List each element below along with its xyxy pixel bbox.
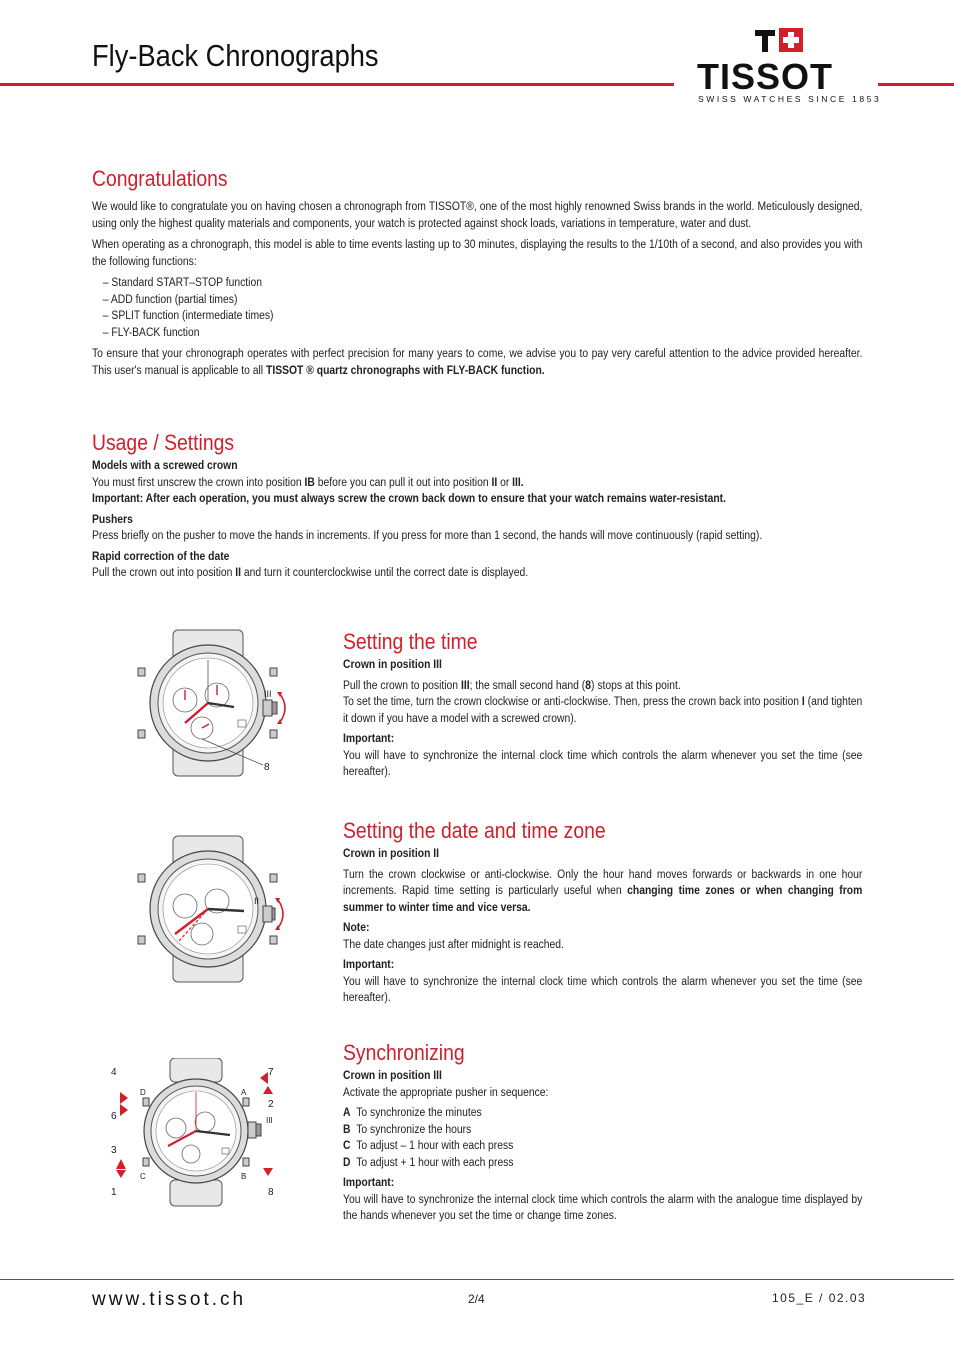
figure-label-8: 8 [268,1187,274,1198]
figure-label-position: III [264,689,272,699]
list-item: – FLY-BACK function [102,326,200,339]
arrow-2-icon [263,1086,273,1094]
list-item: B To synchronize the hours [343,1123,472,1136]
setting-time-text-2: To set the time, turn the crown clockwise or anti-clockwise. Then, press the crown back into position I (and tighten it down if you have a model with a screwed crown). [343,696,863,725]
figure-label-1: 1 [111,1187,117,1198]
header-rule [0,83,674,86]
figure-label-6: 6 [111,1111,117,1122]
arrow-4-icon [120,1092,128,1104]
figure-label-8: 8 [264,762,270,773]
subheading-rapid-date: Rapid correction of the date [92,550,230,563]
figure-label-4: 4 [111,1067,117,1078]
list-item: – SPLIT function (intermediate times) [102,310,274,322]
congratulations-heading: Congratulations [92,166,228,191]
figure-label-2: 2 [268,1099,274,1110]
synchronizing-body [343,1068,920,1225]
important-label: Important: [343,959,395,971]
pushers-text: Press briefly on the pusher to move the hands in increments. If you press for more than 1 second, the hands will move continuously (rapid setting). [92,530,763,542]
subheading-screwed-crown: Models with a screwed crown [92,460,238,472]
logo-tagline: SWISS WATCHES SINCE 1853 [698,94,882,104]
paragraph-text: To ensure that your chronograph operates with perfect precision for many years to come, we advise you to pay very careful attention to the advice provided hereafter. This user's manual is applicable to all [92,348,863,377]
list-item: – ADD function (partial times) [102,293,238,306]
setting-time-heading: Setting the time [343,629,478,654]
setting-time-body [343,657,920,781]
header-rule-right [878,83,954,86]
functions-list [103,275,863,341]
document-title: Fly-Back Chronographs [92,38,379,73]
pusher-label-d: D [140,1088,146,1097]
pusher-label-a: A [241,1088,247,1097]
sync-pusher-list [343,1105,862,1171]
figure-label-7: 7 [268,1067,274,1078]
list-item: C To adjust – 1 hour with each press [343,1140,514,1152]
rapid-date-text: Pull the crown out into position II and turn it counterclockwise until the correct date is displayed. [92,567,529,579]
document-reference: 105_E / 02.03 [772,1291,867,1305]
pusher-label-c: C [140,1172,146,1181]
setting-date-body [343,846,920,1007]
setting-time-important-text: You will have to synchronize the internal clock time which controls the alarm whenever you set the time (see hereafter). [343,749,863,778]
synchronizing-heading: Synchronizing [343,1040,465,1065]
subheading-crown-II: Crown in position II [343,848,440,860]
figure-label-3: 3 [111,1145,117,1156]
sync-intro-text: Activate the appropriate pusher in sequence: [343,1086,549,1099]
figure-label-position: II [254,896,260,906]
screwed-crown-text: You must first unscrew the crown into position IB before you can pull it out into position II or III. [92,476,524,489]
congratulations-paragraph-2: When operating as a chronograph, this model is able to time events lasting up to 30 minutes, displaying the results to the 1/10th of a second, and also provides you with the following functions: [92,239,863,268]
watch-illustration-time [130,628,295,778]
important-label: Important: [343,733,395,745]
setting-date-text-1: Turn the crown clockwise or anti-clockwise. Only the hour hand moves forwards or backwards in one hour increments. Rapid time setting is particularly useful when changing time zones or when changing from summer to winter time and vice versa. [343,868,863,914]
logo-wordmark: TISSOT [697,56,834,97]
note-text: The date changes just after midnight is reached. [343,938,564,951]
important-label: Important: [343,1177,395,1189]
usage-settings-heading: Usage / Settings [92,430,235,455]
list-item: A To synchronize the minutes [343,1107,482,1119]
watch-illustration-sync [108,1058,280,1208]
congratulations-paragraph-1: We would like to congratulate you on having chosen a chronograph from TISSOT®, one of the most highly renowned Swiss brands in the world. Meticulously designed, using only the highest quality materials and components, your watch is protected against shock loads, variations in temperature, water and dust. [92,201,863,230]
setting-date-heading: Setting the date and time zone [343,818,606,843]
subheading-crown-III: Crown in position III [343,1070,442,1082]
note-label: Note: [343,922,370,934]
tissot-cross-icon [755,28,803,54]
sync-important-text: You will have to synchronize the internal clock time which controls the alarm with the analogue time displayed by the hands whenever you set the time or change time zones. [343,1193,863,1222]
list-item: D To adjust + 1 hour with each press [343,1156,514,1169]
arrow-3-icon [116,1159,126,1169]
watch-illustration-date [130,834,295,984]
pusher-label-b: B [241,1172,247,1181]
website-link[interactable]: www.tissot.ch [92,1289,247,1310]
water-resistance-warning: Important: After each operation, you must always screw the crown back down to ensure that your watch remains water-resistant. [92,493,726,505]
subheading-crown-III: Crown in position III [343,659,442,671]
setting-date-important-text: You will have to synchronize the internal clock time which controls the alarm whenever you set the time (see hereafter). [343,975,863,1004]
footer-rule [0,1279,954,1280]
congratulations-paragraph-3 [92,346,862,379]
usage-body [92,458,948,582]
arrow-7-icon [260,1072,268,1084]
arrow-6-icon [120,1104,128,1116]
subheading-pushers: Pushers [92,513,133,526]
figure-label-position: III [266,1116,273,1125]
arrow-8-icon [263,1168,273,1176]
congratulations-body [92,199,948,384]
setting-time-text-1: Pull the crown to position III; the small second hand (8) stops at this point. [343,679,681,692]
list-item: – Standard START–STOP function [102,277,262,289]
page-number: 2/4 [468,1292,485,1306]
paragraph-bold-text: TISSOT ® quartz chronographs with FLY-BACK function. [265,364,545,377]
